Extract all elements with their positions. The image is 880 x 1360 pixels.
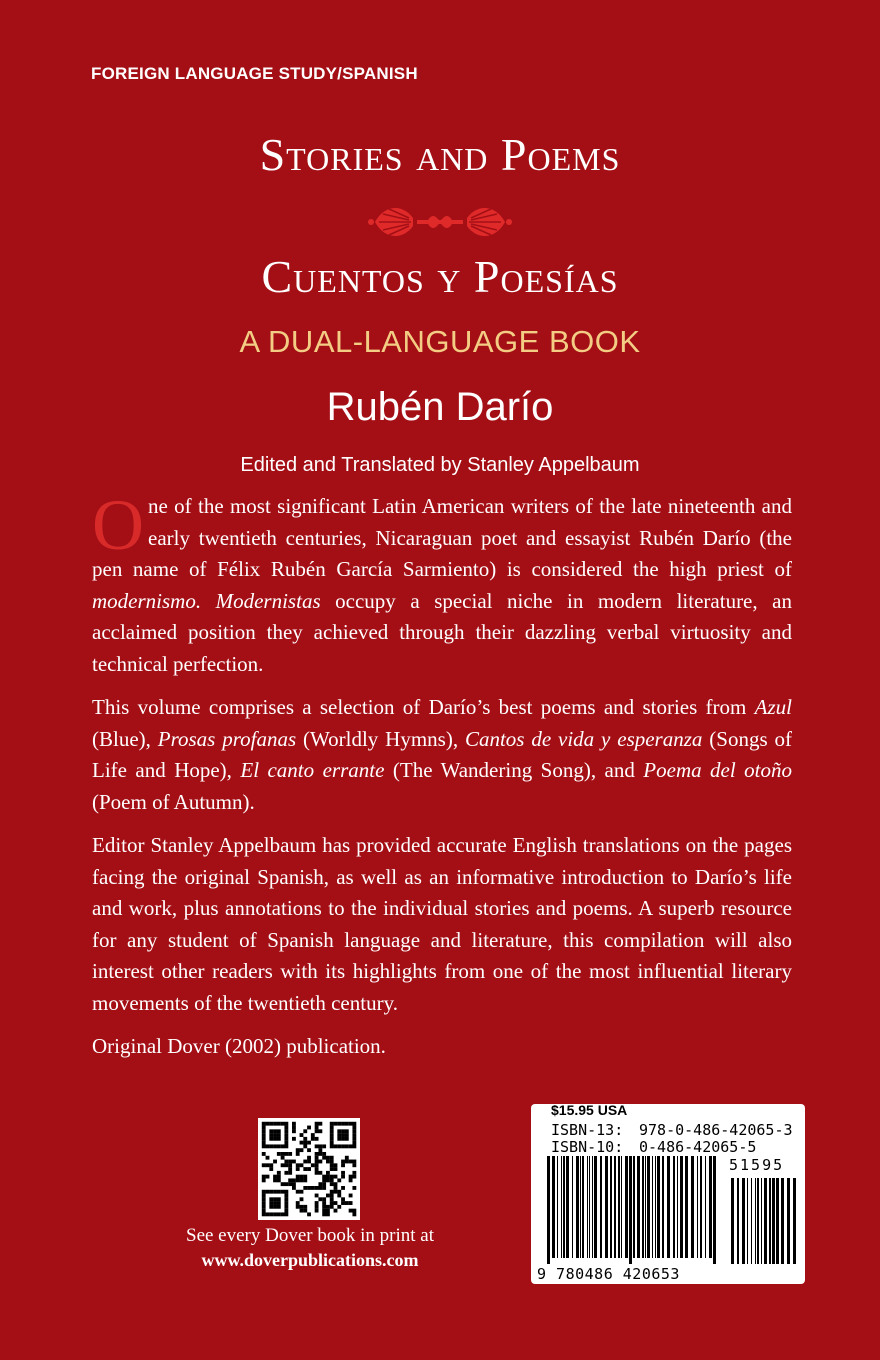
author-name: Rubén Darío <box>326 385 554 429</box>
editor-credit: Edited and Translated by Stanley Appelbaum <box>240 454 640 476</box>
isbn-13-label: ISBN-13: <box>551 1121 624 1139</box>
p2-text: (The Wandering Song), and <box>384 758 644 782</box>
ean-number: 9 780486 420653 <box>537 1265 680 1283</box>
paragraph-4: Original Dover (2002) publication. <box>92 1034 386 1058</box>
isbn-10-label: ISBN-10: <box>551 1138 624 1156</box>
isbn-10-row <box>551 1138 756 1156</box>
qr-caption: See every Dover book in print at <box>186 1225 434 1246</box>
title-spanish: Cuentos y Poesías <box>261 251 619 302</box>
subtitle: A DUAL-LANGUAGE BOOK <box>239 324 641 359</box>
paragraph-2 <box>92 692 792 818</box>
p2-title-poema: Poema del otoño <box>643 758 792 782</box>
qr-code-icon <box>258 1118 360 1220</box>
isbn-13-value: 978-0-486-42065-3 <box>639 1121 793 1139</box>
drop-cap: O <box>92 485 144 565</box>
isbn-10-value: 0-486-42065-5 <box>639 1138 757 1156</box>
paragraph-1-text-end: occupy a special niche in modern literature, an acclaimed position they achieved through their dazzling verbal virtuosity and technical perfection. <box>92 588 792 676</box>
title-english: Stories and Poems <box>259 129 621 180</box>
ornament-icon <box>365 200 515 244</box>
p2-title-canto-errante: El canto errante <box>240 758 385 782</box>
price-addon-code: 51595 <box>725 1156 788 1174</box>
p2-text: (Poem of Autumn). <box>92 789 255 814</box>
paragraph-1-text: ne of the most significant Latin American writers of the late nineteenth and early twentieth centuries, Nicaraguan poet and essayist Rubén Darío (the pen name of Félix Rubén García Sarmiento) is considered the high priest of <box>92 494 792 581</box>
qr-code[interactable] <box>258 1118 360 1220</box>
price: $15.95 USA <box>551 1102 628 1118</box>
p2-title-cantos: Cantos de vida y esperanza <box>464 726 703 751</box>
website-link[interactable]: www.doverpublications.com <box>201 1250 419 1270</box>
p2-text: (Worldly Hymns), <box>296 726 465 751</box>
p2-text: (Songs of Life and Hope), <box>92 726 792 782</box>
paragraph-1 <box>92 485 792 680</box>
p2-title-azul: Azul <box>754 695 792 719</box>
barcode-panel <box>531 1104 805 1284</box>
category-label: FOREIGN LANGUAGE STUDY/SPANISH <box>91 64 418 83</box>
description <box>92 485 792 1075</box>
p2-title-prosas: Prosas profanas <box>157 726 297 751</box>
isbn-13-row <box>551 1121 793 1139</box>
p2-text: This volume comprises a selection of Darío’s best poems and stories from <box>92 695 755 719</box>
paragraph-3: Editor Stanley Appelbaum has provided accurate English translations on the pages facing the original Spanish, as well as an informative introduction to Darío’s life and work, plus annotations to the individual stories and poems. A superb resource for any student of Spanish language and literature, this compilation will also interest other readers with its highlights from one of the most influential literary movements of the twentieth century. <box>92 833 792 1015</box>
p2-text: (Blue), <box>92 726 158 751</box>
paragraph-1-italic: modernismo. Modernistas <box>92 588 321 613</box>
